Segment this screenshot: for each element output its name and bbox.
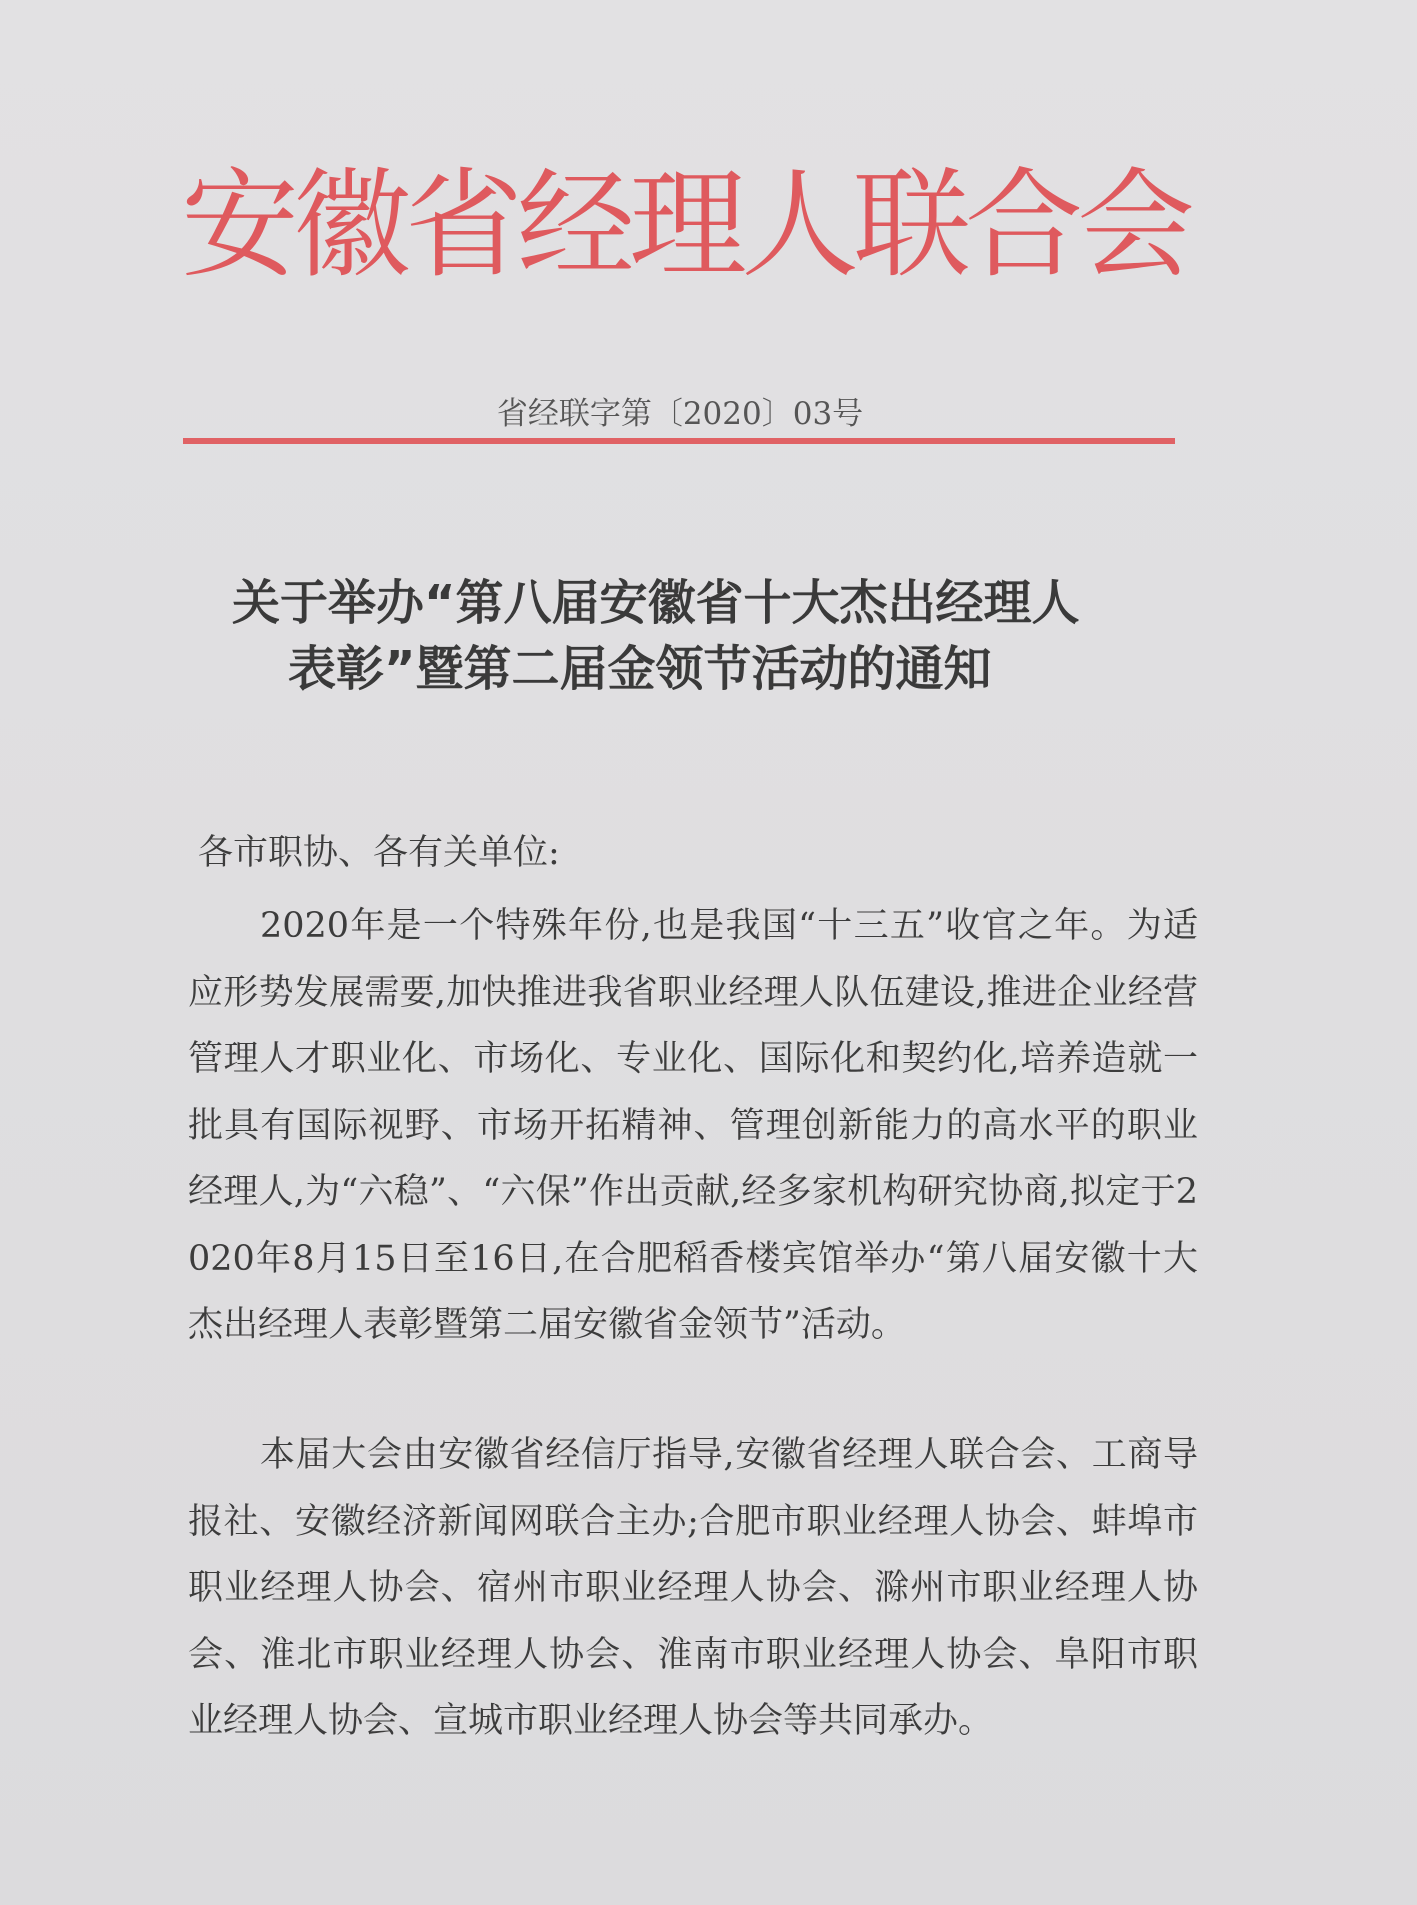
notice-title-line-1: 关于举办“第八届安徽省十大杰出经理人 [232,575,1080,631]
notice-title-line-2: 表彰”暨第二届金领节活动的通知 [288,641,992,697]
header-divider [183,438,1175,444]
notice-title [180,570,1180,702]
salutation: 各市职协、各有关单位: [198,833,560,873]
body-paragraph: 2020年是一个特殊年份,也是我国“十三五”收官之年。为适应形势发展需要,加快推进我省职业经理人队伍建设,推进企业经营管理人才职业化、市场化、专业化、国际化和契约化,培养造就一批具有国际视野、市场开拓精神、管理创新能力的高水平的职业经理人,为“六稳”、“六保”作出贡献,经多家机构研究协商,拟定于2020年8月15日至16日,在合肥稻香楼宾馆举办“第八届安徽十大杰出经理人表彰暨第二届安徽省金领节”活动。 [188,906,1198,1345]
document-number: 省经联字第〔2020〕03号 [496,396,864,432]
organization-name: 安徽省经理人联合会 [180,156,1189,294]
body-paragraph: 本届大会由安徽省经信厅指导,安徽省经理人联合会、工商导报社、安徽经济新闻网联合主办;合肥市职业经理人协会、蚌埠市职业经理人协会、宿州市职业经理人协会、滁州市职业经理人协会、淮北市职业经理人协会、淮南市职业经理人协会、阜阳市职业经理人协会、宣城市职业经理人协会等共同承办。 [188,1435,1198,1741]
